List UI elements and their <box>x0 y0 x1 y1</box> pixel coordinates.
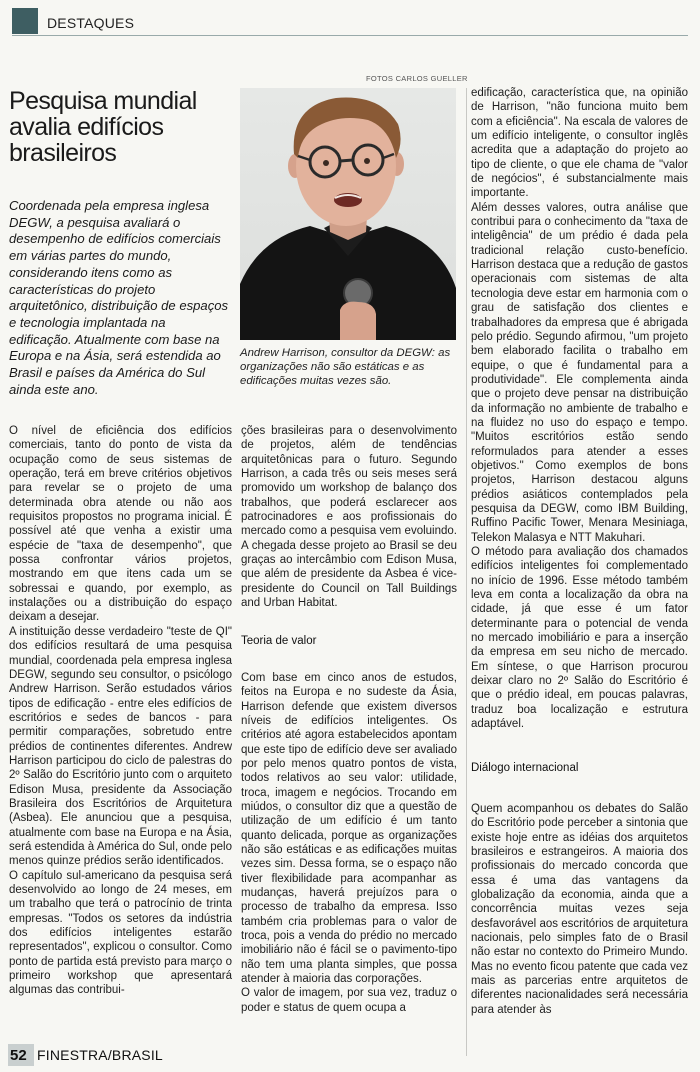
section-label: DESTAQUES <box>47 15 135 31</box>
body-paragraph: O capítulo sul-americano da pesquisa será desenvolvido ao longo de 24 meses, em um trabalho que terá o patrocínio de trinta empresas. "Todos os setores da indústria dos edifícios inteligentes estarão representados", explicou o consultor. Como ponto de partida está previsto para março o primeiro workshop que apresentará algumas das contribui- <box>9 869 232 997</box>
body-paragraph: O valor de imagem, por sua vez, traduz o poder e status de quem ocupa a <box>241 987 457 1014</box>
section-marker <box>12 8 38 34</box>
section-subhead: Teoria de valor <box>241 635 317 648</box>
body-paragraph: O nível de eficiência dos edifícios comerciais, tanto do ponto de vista da ocupação como de seus sistemas de operação, terá em breve critérios objetivos para revelar se o projeto de uma determinada obra atende ou não aos requisitos propostos no programa inicial. É possível até que venha a existir uma espécie de "taxa de desempenho", que possa confrontar vários projetos, mostrando em que itens cada um se sobressai e quando, por exemplo, as instalações ou a distribuição do espaço deixam a desejar. <box>9 425 232 624</box>
article-column-1 <box>9 424 232 998</box>
column-rule <box>466 88 467 1056</box>
section-subhead: Diálogo internacional <box>471 762 579 775</box>
body-paragraph: edificação, característica que, na opinião de Harrison, "não funciona muito bem com a eficiência". Na escala de valores de um edifício inteligente, o consultor inglês acredita que a adaptação do projeto ao tipo de cliente, o que ele chama de "valor de negócios", é substancialmente mais importante. <box>471 87 688 200</box>
portrait-photo <box>240 88 456 340</box>
header-rule <box>12 35 688 36</box>
article-headline: Pesquisa mundial avalia edifícios brasileiros <box>9 87 197 167</box>
page-number: 52 <box>10 1047 27 1064</box>
body-paragraph: ções brasileiras para o desenvolvimento de projetos, além de tendências arquitetônicas para o futuro. Segundo Harrison, a cada três ou seis meses será promovido um workshop de balanço dos trabalhos, que poderá esclarecer aos patrocinadores e aos profissionais do mercado como a pesquisa vem evoluindo. A chegada desse projeto ao Brasil se deu graças ao intercâmbio com Edison Musa, que além de presidente da Asbea é vice-presidente do Council on Tall Buildings and Urban Habitat. <box>241 425 457 610</box>
article-column-3 <box>471 86 688 1017</box>
photo-caption: Andrew Harrison, consultor da DEGW: as organizações não são estáticas e as edificações muitas vezes são. <box>240 347 451 387</box>
body-paragraph: Com base em cinco anos de estudos, feitos na Europa e no sudeste da Ásia, Harrison defende que existem diversos níveis de edifícios inteligentes. Os critérios até agora estabelecidos apontam que este tipo de edifício deve ser avaliado por pelo menos quatro pontos de vista, todos relativos ao seu valor: utilidade, troca, imagem e negócios. Trocando em miúdos, o consultor diz que a questão de utilização de um edifício é um tanto quanto delicada, porque as organizações não são estáticas e as edificações muitas vezes sim. Dessa forma, se o espaço não tiver flexibilidade para acompanhar as mudanças, haverá prejuízos para o processo de trabalho da empresa. Isso também cria problemas para o valor de troca, pois a venda do prédio no mercado imobiliário não é fácil se o pavimento-tipo não tem uma planta simples, que possa atender à maioria das corporações. <box>241 671 457 986</box>
portrait-illustration <box>240 88 456 340</box>
article-lead: Coordenada pela empresa inglesa DEGW, a pesquisa avaliará o desempenho de edifícios comerciais em várias partes do mundo, considerando itens como as características do projeto arquitetônico, distribuição de espaços e tecnologia implantada na edificação. Atualmente com base na Europa e na Ásia, será estendida ao Brasil e países da América do Sul ainda este ano. <box>9 198 229 397</box>
magazine-name: FINESTRA/BRASIL <box>37 1047 163 1063</box>
photo-credit: FOTOS CARLOS GUELLER <box>366 74 468 83</box>
body-paragraph: Quem acompanhou os debates do Salão do Escritório pode perceber a sintonia que existe hoje entre as idéias dos arquitetos brasileiros e estrangeiros. A maioria dos profissionais do mercado concorda que essa é uma das vantagens da globalização da economia, ainda que a concorrência muitas vezes seja desfavorável aos escritórios de arquitetura nacionais, pelo simples fato de o Brasil não estar no contexto do Primeiro Mundo. Mas no evento ficou patente que cada vez mais as parcerias entre arquitetos de diferentes nacionalidades será necessária para atender às <box>471 802 688 1016</box>
body-paragraph: Além desses valores, outra análise que contribui para o conhecimento da "taxa de inteligência" de um prédio é dada pela tradicional relação custo-benefício. Harrison destaca que a redução de gastos operacionais com sistemas de alta tecnologia deve estar em harmonia com o grau de satisfação dos clientes e trabalhadores da empresa que é abrigada pelo prédio. Segundo afirmou, "um projeto bem elaborado facilita o trabalho em equipe, o que é fundamental para a produtividade". Ele complementa ainda que o projeto deve pensar na distribuição da informação no ambiente de trabalho e na fluidez no uso do espaço e tempo. "Muitos escritórios estão sendo reformulados para atender a esses objetivos." Como exemplos de bons projetos, Harrison destacou alguns prédios asiáticos contemplados pela pesquisa da DEGW, como IBM Building, Ruffino Pacific Tower, Menara Mesiniaga, Telekon Malasya e NTT Makuhari. <box>471 201 688 544</box>
body-paragraph: O método para avaliação dos chamados edifícios inteligentes foi complementado no início de 1996. Esse método também leva em conta a localização da obra na cidade, já que esse é um fator determinante para o potencial de venda no mercado imobiliário e para a inserção da empresa em seu nicho de mercado. Em síntese, o que Harrison procurou deixar claro no 2º Salão do Escritório é que o prédio ideal, em poucas palavras, traduz boa localização e estrutura adaptável. <box>471 546 688 731</box>
body-paragraph: A instituição desse verdadeiro "teste de QI" dos edifícios resultará de uma pesquisa mundial, coordenada pela empresa inglesa DEGW, segundo seu consultor, o psicólogo Andrew Harrison. Serão estudados vários tipos de edificação - entre eles edifícios de escritórios e sedes de bancos - para permitir comparações, sobretudo entre prédios de continentes diferentes. Andrew Harrison participou do ciclo de palestras do 2º Salão do Escritório junto com o arquiteto Edison Musa, presidente da Associação Brasileira dos Escritórios de Arquitetura (Asbea). Ele anunciou que a pesquisa, atualmente com base na Europa e na Ásia, será estendida à América do Sul, onde pelo menos quinze prédios serão identificados. <box>9 625 232 868</box>
article-column-2 <box>241 424 457 1015</box>
